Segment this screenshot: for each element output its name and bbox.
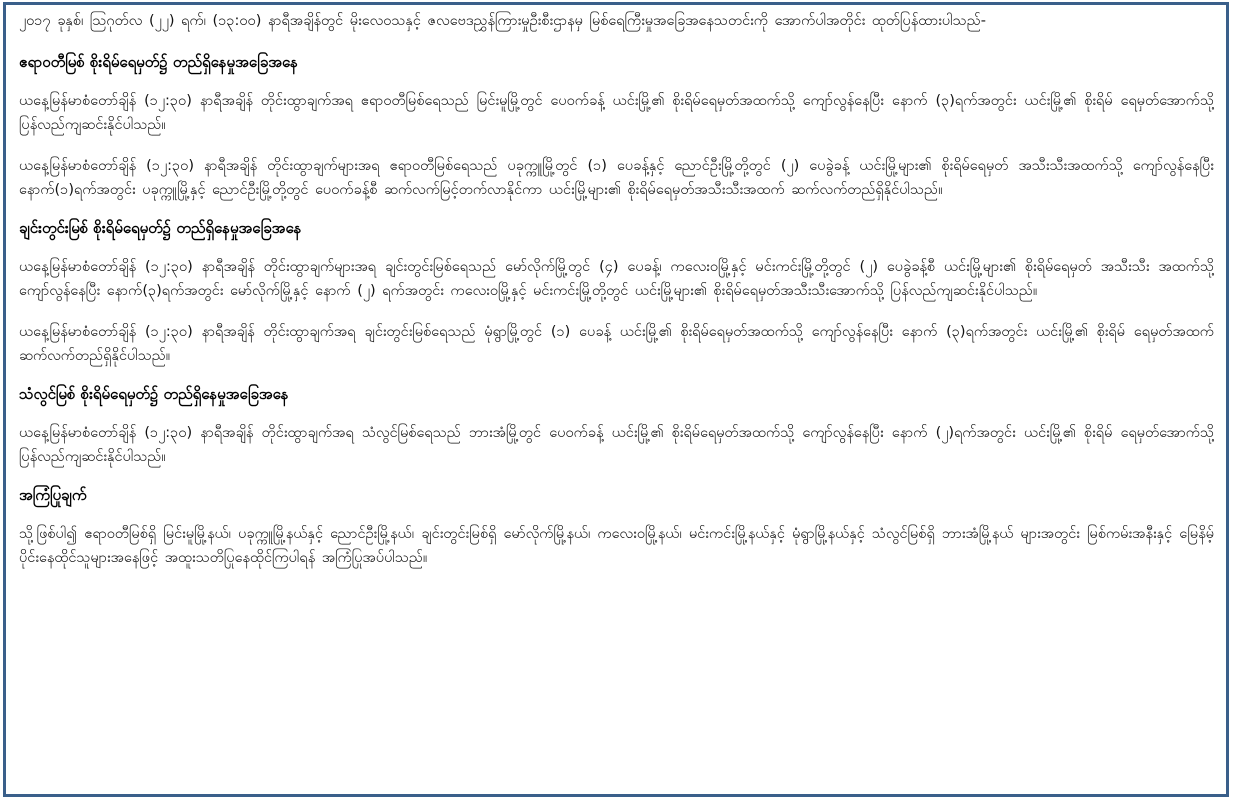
paragraph-advice: သို့ဖြစ်ပါ၍ ဧရာဝတီမြစ်ရှိ မြင်းမူမြို့နယ်၊ ပခုက္ကူမြို့နယ်နှင့် ညောင်ဦးမြို့နယ်၊ ချင်းတွင်းမြစ်ရှိ မော်လိုက်မြို့နယ်၊ ကလေးဝမြို့နယ်၊ မင်းကင်းမြို့နယ်နှင့် မုံရွာမြို့နယ်နှင့် သံလွင်မြစ်ရှိ ဘားအံမြို့နယ် များအတွင်း မြစ်ကမ်းအနီးနှင့် မြေနိမ့်ပိုင်းနေထိုင်သူများအနေဖြင့် အထူးသတိပြုနေထိုင်ကြပါရန် အကြံပြုအပ်ပါသည်။ (19, 526, 1214, 566)
section-heading-chindwin: ချင်းတွင်းမြစ် စိုးရိမ်ရေမှတ်၌ တည်ရှိနေမှုအခြေအနေ (19, 219, 302, 237)
section-heading-ayeyarwady: ဧရာဝတီမြစ် စိုးရိမ်ရေမှတ်၌ တည်ရှိနေမှုအခြေအနေ (19, 53, 298, 71)
bulletin-frame (3, 2, 1229, 797)
section-heading-advice: အကြံပြုချက် (19, 486, 87, 504)
paragraph-chindwin-1: ယနေ့မြန်မာစံတော်ချိန် (၁၂:၃၀) နာရီအချိန် တိုင်းထွာချက်များအရ ချင်းတွင်းမြစ်ရေသည် မော်လိုက်မြို့တွင် (၄) ပေခန့်၊ ကလေးဝမြို့နှင့် မင်းကင်းမြို့တို့တွင် (၂) ပေခွဲခန့်စီ ယင်းမြို့များ၏ စိုးရိမ်ရေမှတ် အသီးသီး အထက်သို့ ကျော်လွန်နေပြီး နောက်(၃)ရက်အတွင်း မော်လိုက်မြို့နှင့် နောက် (၂) ရက်အတွင်း ကလေးဝမြို့နှင့် မင်းကင်းမြို့တို့တွင် ယင်းမြို့များ၏ စိုးရိမ်ရေမှတ်အသီးသီးအောက်သို့ ပြန်လည်ကျဆင်းနိုင်ပါသည်။ (19, 259, 1214, 299)
section-heading-thanlwin: သံလွင်မြစ် စိုးရိမ်ရေမှတ်၌ တည်ရှိနေမှုအခြေအနေ (19, 385, 289, 403)
paragraph-chindwin-2: ယနေ့မြန်မာစံတော်ချိန် (၁၂:၃၀) နာရီအချိန် တိုင်းထွာချက်အရ ချင်းတွင်းမြစ်ရေသည် မုံရွာမြို့တွင် (၁) ပေခန့် ယင်းမြို့၏ စိုးရိမ်ရေမှတ်အထက်သို့ ကျော်လွန်နေပြီး နောက် (၃)ရက်အတွင်း ယင်းမြို့၏ စိုးရိမ် ရေမှတ်အထက် ဆက်လက်တည်ရှိနိုင်ပါသည်။ (19, 324, 1214, 364)
paragraph-ayeyarwady-1: ယနေ့မြန်မာစံတော်ချိန် (၁၂:၃၀) နာရီအချိန် တိုင်းထွာချက်အရ ဧရာဝတီမြစ်ရေသည် မြင်းမူမြို့တွင် ပေ၀က်ခန့် ယင်းမြို့၏ စိုးရိမ်ရေမှတ်အထက်သို့ ကျော်လွန်နေပြီး နောက် (၃)ရက်အတွင်း ယင်းမြို့၏ စိုးရိမ် ရေမှတ်အောက်သို့ ပြန်လည်ကျဆင်းနိုင်ပါသည်။ (19, 93, 1214, 133)
paragraph-thanlwin-1: ယနေ့မြန်မာစံတော်ချိန် (၁၂:၃၀) နာရီအချိန် တိုင်းထွာချက်အရ သံလွင်မြစ်ရေသည် ဘားအံမြို့တွင် ပေ၀က်ခန့် ယင်းမြို့၏ စိုးရိမ်ရေမှတ်အထက်သို့ ကျော်လွန်နေပြီး နောက် (၂)ရက်အတွင်း ယင်းမြို့၏ စိုးရိမ် ရေမှတ်အောက်သို့ ပြန်လည်ကျဆင်းနိုင်ပါသည်။ (19, 425, 1214, 465)
intro-paragraph: ၂၀၁၇ ခုနှစ်၊ ဩဂုတ်လ (၂၂) ရက်၊ (၁၃:၀၀) နာရီအချိန်တွင် မိုးလေဝသနှင့် ဇလဗေဒညွှန်ကြားမှုဦးစီးဌာနမှ မြစ်ရေကြီးမှုအခြေအနေသတင်းကို အောက်ပါအတိုင်း ထုတ်ပြန်ထားပါသည်- (19, 13, 986, 29)
paragraph-ayeyarwady-2: ယနေ့မြန်မာစံတော်ချိန် (၁၂:၃၀) နာရီအချိန် တိုင်းထွာချက်များအရ ဧရာဝတီမြစ်ရေသည် ပခုက္ကူမြို့တွင် (၁) ပေခန့်နှင့် ညောင်ဦးမြို့တို့တွင် (၂) ပေခွဲခန့် ယင်းမြို့များ၏ စိုးရိမ်ရေမှတ် အသီးသီးအထက်သို့ ကျော်လွန်နေပြီး နောက်(၁)ရက်အတွင်း ပခုက္ကူမြို့နှင့် ညောင်ဦးမြို့တို့တွင် ပေ၀က်ခန့်စီ ဆက်လက်မြင့်တက်လာနိုင်ကာ ယင်းမြို့များ၏ စိုးရိမ်ရေမှတ်အသီးသီးအထက် ဆက်လက်တည်ရှိနိုင်ပါသည်။ (19, 158, 1214, 198)
